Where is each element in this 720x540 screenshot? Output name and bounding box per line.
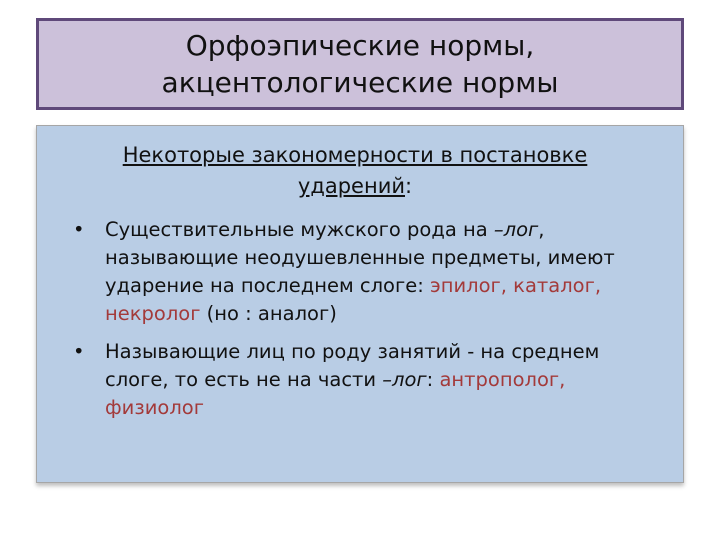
- content-panel: [36, 125, 684, 483]
- bullet-icon: •: [73, 340, 85, 363]
- bullet-1-text-a: Существительные мужского рода на: [105, 218, 494, 241]
- bullet-2-examples: антрополог, физиолог: [105, 368, 566, 419]
- title-line-1: Орфоэпические нормы,: [185, 29, 535, 62]
- bullet-1-suffix: –лог: [493, 218, 539, 241]
- bullet-item-2: [67, 338, 643, 422]
- bullet-1-examples: эпилог, каталог, некролог: [105, 274, 602, 325]
- content-subtitle: [67, 140, 643, 202]
- title-line-2: акцентологические нормы: [161, 66, 559, 99]
- subtitle-colon: :: [405, 174, 413, 198]
- subtitle-underlined-text: Некоторые закономерности в постановке ударений: [122, 143, 588, 198]
- bullet-icon: •: [73, 218, 85, 241]
- bullet-2-text-b: :: [426, 368, 440, 391]
- bullet-1-text-c: (но : аналог): [200, 302, 337, 325]
- bullet-1-text-b: , называющие неодушевленные предметы, имеют ударение на последнем слоге:: [105, 218, 615, 297]
- bullet-item-1: [67, 216, 643, 328]
- bullet-2-suffix: –лог: [382, 368, 427, 391]
- bullet-2-text-a: Называющие лиц по роду занятий - на среднем слоге, то есть не на части: [105, 340, 600, 391]
- slide-title: [36, 18, 684, 110]
- bullet-list: [67, 216, 643, 422]
